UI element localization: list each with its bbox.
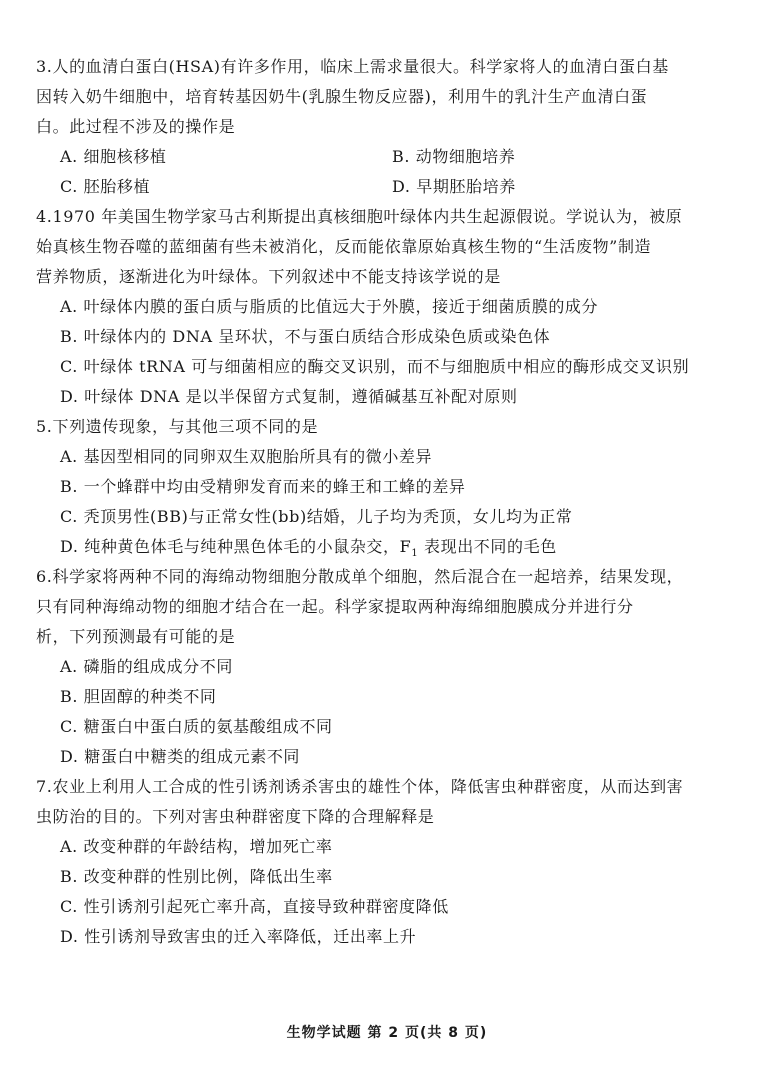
question-5-option-a: A. 基因型相同的同卵双生双胞胎所具有的微小差异 (60, 447, 433, 466)
question-3-option-d: D. 早期胚胎培养 (392, 177, 516, 196)
question-6-option-d: D. 糖蛋白中糖类的组成元素不同 (60, 747, 301, 766)
question-4-option-c: C. 叶绿体 tRNA 可与细菌相应的酶交叉识别，而不与细胞质中相应的酶形成交叉识别 (60, 357, 690, 376)
question-5-option-d-tail: 表现出不同的毛色 (418, 537, 557, 556)
question-5-option-d-subscript: 1 (411, 548, 419, 560)
question-7-option-d: D. 性引诱剂导致害虫的迁入率降低，迁出率上升 (60, 927, 417, 946)
question-6-stem-line-3: 析，下列预测最有可能的是 (36, 627, 236, 646)
question-4-option-b: B. 叶绿体内的 DNA 呈环状，不与蛋白质结合形成染色质或染色体 (60, 327, 551, 346)
question-4-stem-line-3: 营养物质，逐渐进化为叶绿体。下列叙述中不能支持该学说的是 (36, 267, 501, 286)
question-5-stem-line-1: 5.下列遗传现象，与其他三项不同的是 (36, 417, 319, 436)
question-3-stem-line-3: 白。此过程不涉及的操作是 (36, 117, 236, 136)
question-6-stem-line-1: 6.科学家将两种不同的海绵动物细胞分散成单个细胞，然后混合在一起培养，结果发现， (36, 567, 684, 586)
question-6-option-b: B. 胆固醇的种类不同 (60, 687, 217, 706)
question-4-stem-line-1: 4.1970 年美国生物学家马古利斯提出真核细胞叶绿体内共生起源假说。学说认为，被原 (36, 207, 683, 226)
question-5-option-d-text: D. 纯种黄色体毛与纯种黑色体毛的小鼠杂交，F (60, 537, 412, 556)
question-4-option-d: D. 叶绿体 DNA 是以半保留方式复制，遵循碱基互补配对原则 (60, 387, 518, 406)
question-4-option-a: A. 叶绿体内膜的蛋白质与脂质的比值远大于外膜，接近于细菌质膜的成分 (60, 297, 599, 316)
question-7-option-c: C. 性引诱剂引起死亡率升高，直接导致种群密度降低 (60, 897, 449, 916)
question-3-stem-line-2: 因转入奶牛细胞中，培育转基因奶牛(乳腺生物反应器)，利用牛的乳汁生产血清白蛋 (36, 87, 648, 106)
question-5-option-c: C. 秃顶男性(BB)与正常女性(bb)结婚，儿子均为秃顶，女儿均为正常 (60, 507, 573, 526)
question-7-option-b: B. 改变种群的性别比例，降低出生率 (60, 867, 333, 886)
question-7-stem-line-1: 7.农业上利用人工合成的性引诱剂诱杀害虫的雄性个体，降低害虫种群密度，从而达到害 (36, 777, 684, 796)
question-3-option-c: C. 胚胎移植 (60, 177, 151, 196)
question-5-option-b: B. 一个蜂群中均由受精卵发育而来的蜂王和工蜂的差异 (60, 477, 466, 496)
question-6-stem-line-2: 只有同种海绵动物的细胞才结合在一起。科学家提取两种海绵细胞膜成分并进行分 (36, 597, 634, 616)
question-6-option-a: A. 磷脂的组成成分不同 (60, 657, 233, 676)
question-3-option-a: A. 细胞核移植 (60, 147, 167, 166)
page-footer: 生物学试题 第 2 页(共 8 页) (286, 1025, 488, 1041)
question-7-option-a: A. 改变种群的年龄结构，增加死亡率 (60, 837, 333, 856)
question-3-stem-line-1: 3.人的血清白蛋白(HSA)有许多作用，临床上需求量很大。科学家将人的血清白蛋白基 (36, 57, 669, 76)
question-7-stem-line-2: 虫防治的目的。下列对害虫种群密度下降的合理解释是 (36, 807, 435, 826)
question-4-stem-line-2: 始真核生物吞噬的蓝细菌有些未被消化，反而能依靠原始真核生物的“生活废物”制造 (36, 237, 652, 256)
question-3-option-b: B. 动物细胞培养 (392, 147, 516, 166)
question-6-option-c: C. 糖蛋白中蛋白质的氨基酸组成不同 (60, 717, 333, 736)
